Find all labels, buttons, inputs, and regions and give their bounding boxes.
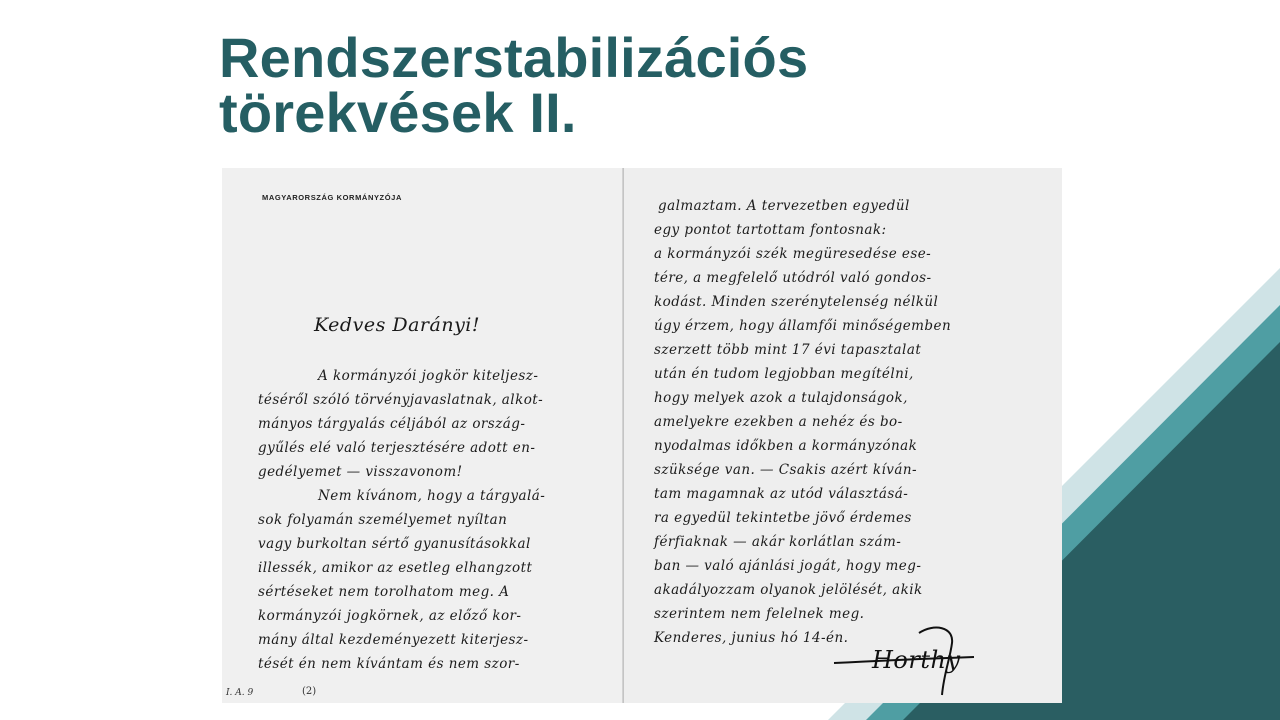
letter-line: galmaztam. A tervezetben egyedül [658,198,910,214]
letter-line: tam magamnak az utód választásá- [654,486,909,502]
letter-line: után én tudom legjobban megítélni, [654,366,914,382]
salutation: Kedves Darányi! [314,314,481,336]
letter-line: mány által kezdeményezett kiterjesz- [258,632,529,648]
letter-line: ban — való ajánlási jogát, hogy meg- [654,558,922,574]
slide-title-line-1: Rendszerstabilizációs [219,26,809,89]
letter-line: gyűlés elé való terjesztésére adott en- [258,440,536,456]
letter-line: a kormányzói szék megüresedése ese- [654,246,932,262]
letterhead: MAGYARORSZÁG KORMÁNYZÓJA [262,193,402,202]
letter-line: nyodalmas időkben a kormányzónak [654,438,918,454]
letter-line: téséről szóló törvényjavaslatnak, alkot- [258,392,544,408]
letter-line: szerintem nem felelnek meg. [654,606,865,622]
letter-line: akadályozzam olyanok jelölését, akik [654,582,923,598]
letter-line: kormányzói jogkörnek, az előző kor- [258,608,522,624]
letter-line: tését én nem kívántam és nem szor- [258,656,520,672]
letter-line: illessék, amikor az esetleg elhangzott [258,560,533,576]
letter-line: sok folyamán személyemet nyíltan [258,512,508,528]
letter-line: úgy érzem, hogy államfői minőségemben [654,318,952,334]
letter-line: kodást. Minden szerénytelenség nélkül [654,294,939,310]
slide-title-line-2: törekvések II. [219,81,577,144]
letter-line: Nem kívánom, hogy a tárgyalá- [318,488,546,504]
letter-line: A kormányzói jogkör kiteljesz- [318,368,539,384]
letter-line: mányos tárgyalás céljából az ország- [258,416,526,432]
slide-title [219,26,809,144]
letter-line: ra egyedül tekintetbe jövő érdemes [654,510,912,526]
letter-line: gedélyemet — visszavonom! [258,464,463,480]
letter-line: tére, a megfelelő utódról való gondos- [654,270,932,286]
signature: Horthy [872,646,961,674]
letter-line: hogy melyek azok a tulajdonságok, [654,390,908,406]
letter-line: amelyekre ezekben a nehéz és bo- [654,414,903,430]
archive-reference: I. A. 9 [226,688,254,698]
letter-line: egy pontot tartottam fontosnak: [654,222,887,238]
letter-line: vagy burkoltan sértő gyanusításokkal [258,536,531,552]
page-mark: (2) [302,686,317,697]
letter-line: férfiaknak — akár korlátlan szám- [654,534,902,550]
letter-line: szüksége van. — Csakis azért kíván- [654,462,918,478]
letter-line: sértéseket nem torolhatom meg. A [258,584,510,600]
letter-page-left [222,168,624,703]
place-date: Kenderes, junius hó 14-én. [654,630,849,646]
letter-page-right [624,168,1062,703]
handwritten-letter-photo [222,168,1062,703]
letter-line: szerzett több mint 17 évi tapasztalat [654,342,922,358]
